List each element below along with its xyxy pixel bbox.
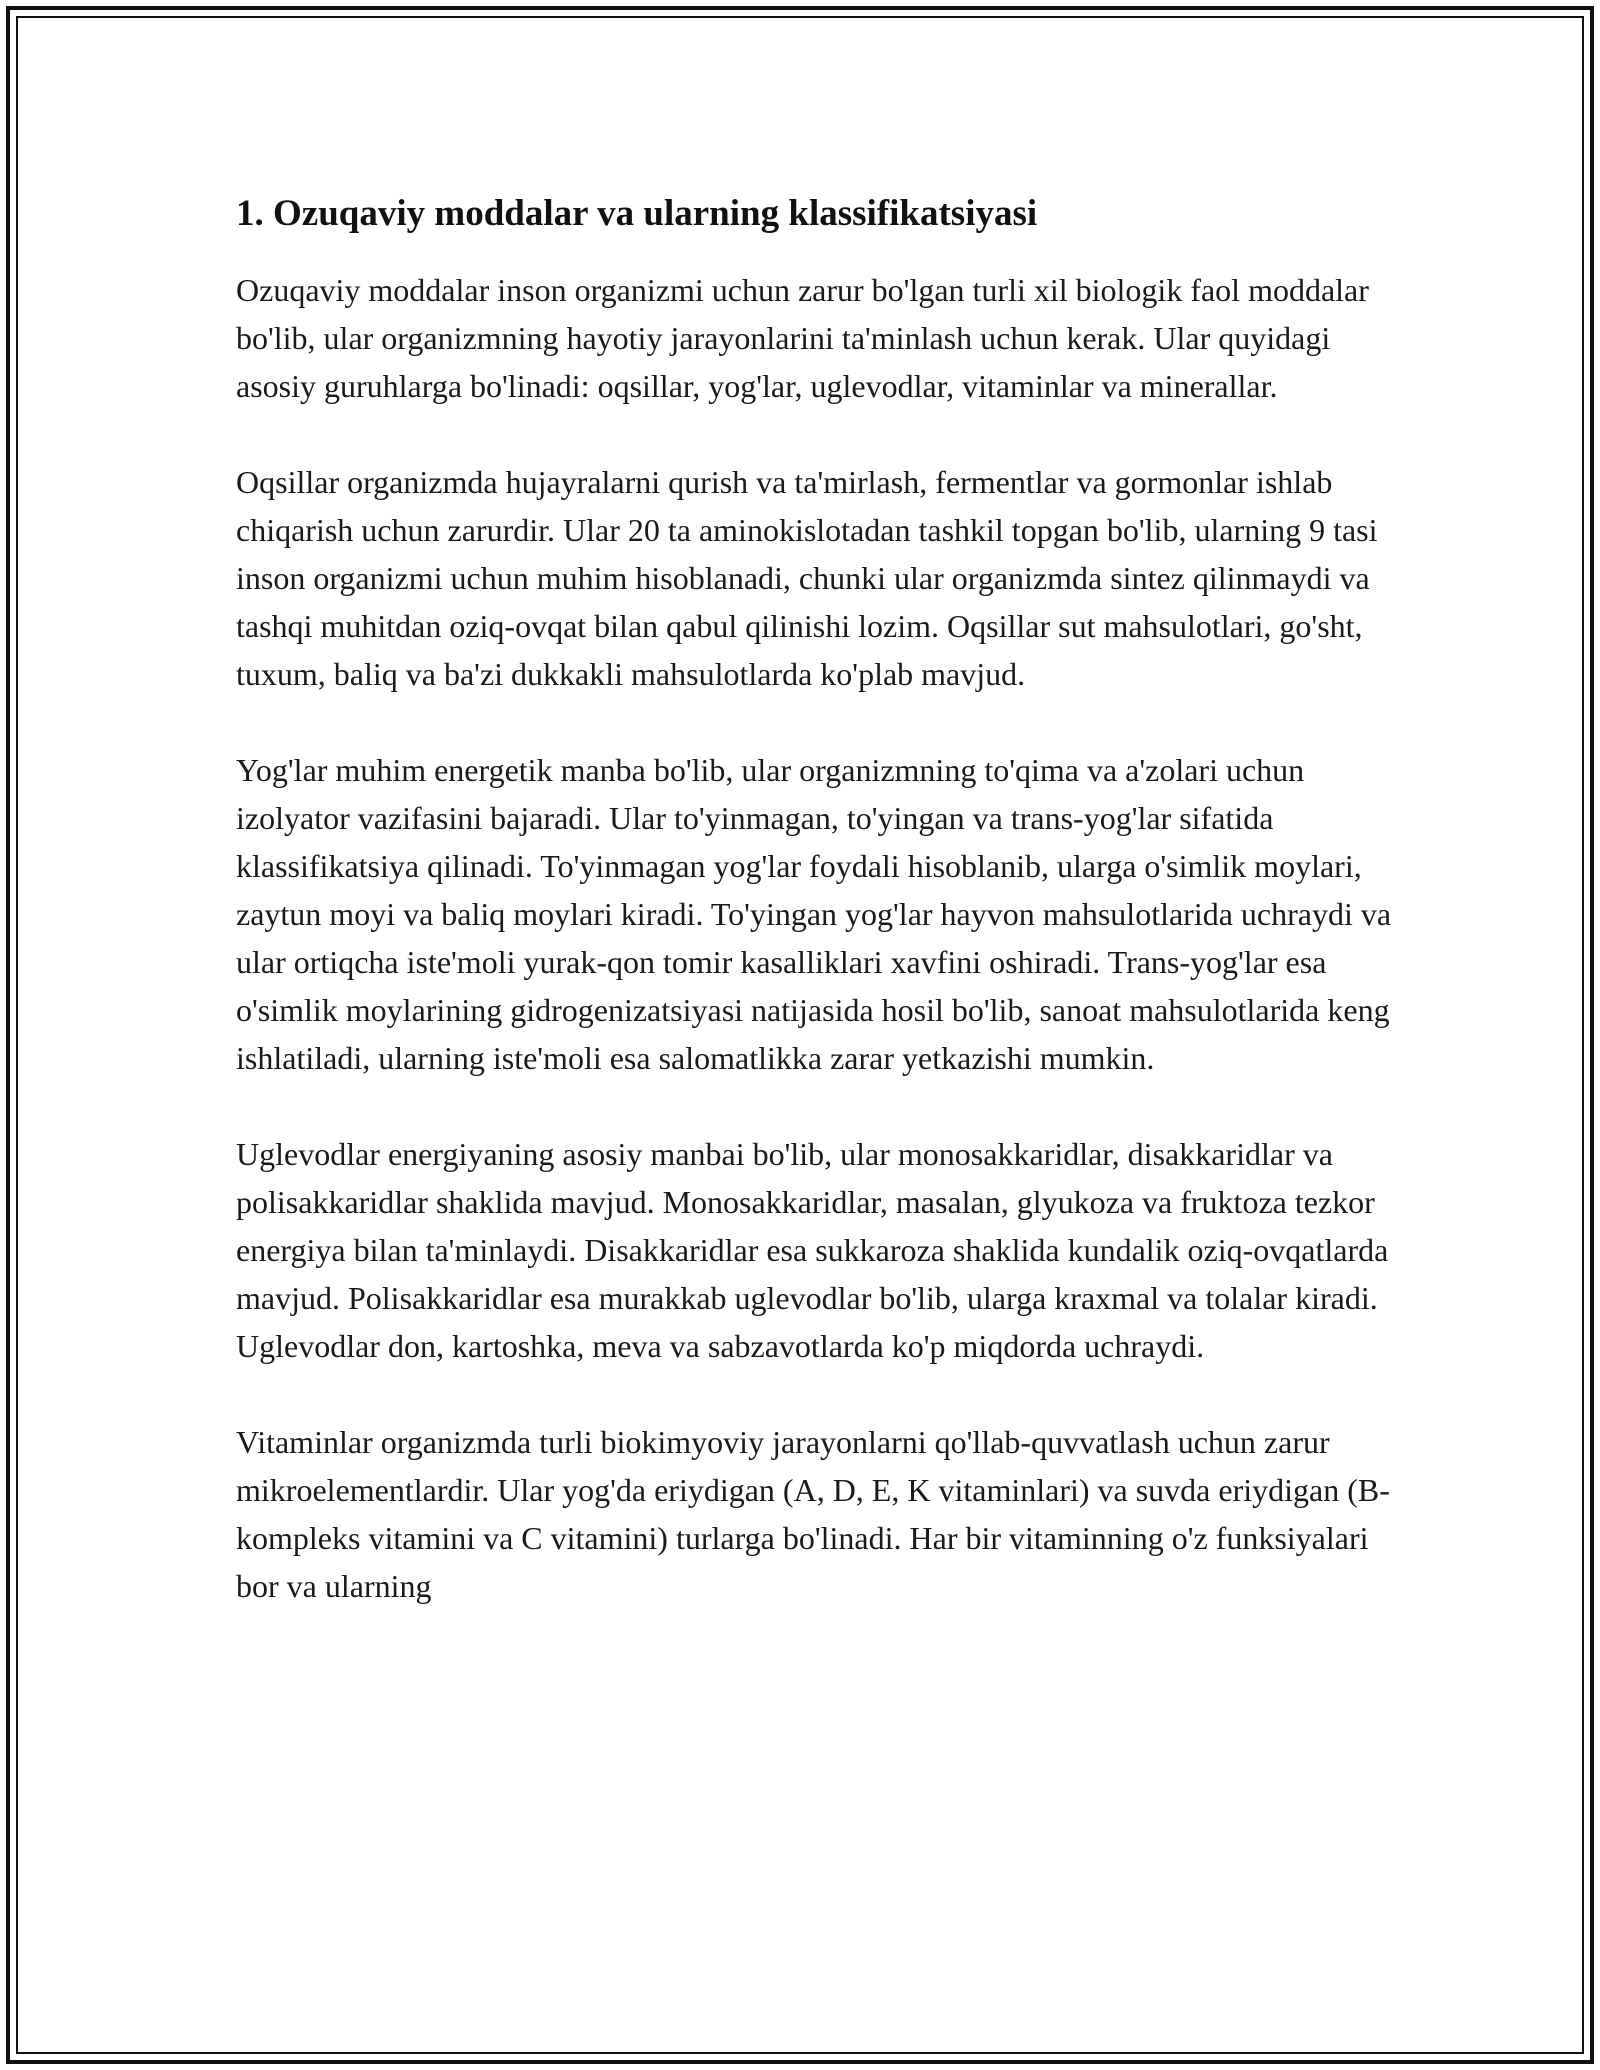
paragraph-vitamins: Vitaminlar organizmda turli biokimyoviy jarayonlarni qo'llab-quvvatlash uchun zarur mikroelementlardir. Ular yog'da eriydigan (A, D, E, K vitaminlari) va suvda eriydigan (B-kompleks vitamini va C vitamini) turlarga bo'linadi. Har bir vitaminning o'z funksiyalari bor va ularning [236, 1424, 1390, 1604]
paragraph-carbohydrates: Uglevodlar energiyaning asosiy manbai bo'lib, ular monosakkaridlar, disakkaridlar va polisakkaridlar shaklida mavjud. Monosakkaridlar, masalan, glyukoza va fruktoza tezkor energiya bilan ta'minlaydi. Disakkaridlar esa sukkaroza shaklida kundalik oziq-ovqatlarda mavjud. Polisakkaridlar esa murakkab uglevodlar bo'lib, ularga kraxmal va tolalar kiradi. Uglevodlar don, kartoshka, meva va sabzavotlarda ko'p miqdorda uchraydi. [236, 1136, 1389, 1364]
paragraph-proteins: Oqsillar organizmda hujayralarni qurish va ta'mirlash, fermentlar va gormonlar ishlab chiqarish uchun zarurdir. Ular 20 ta aminokislotadan tashkil topgan bo'lib, ularning 9 tasi inson organizmi uchun muhim hisoblanadi, chunki ular organizmda sintez qilinmaydi va tashqi muhitdan oziq-ovqat bilan qabul qilinishi lozim. Oqsillar sut mahsulotlari, go'sht, tuxum, baliq va ba'zi dukkakli mahsulotlarda ko'plab mavjud. [236, 464, 1378, 692]
paragraph-intro: Ozuqaviy moddalar inson organizmi uchun zarur bo'lgan turli xil biologik faol moddalar bo'lib, ular organizmning hayotiy jarayonlarini ta'minlash uchun kerak. Ular quyidagi asosiy guruhlarga bo'linadi: oqsillar, yog'lar, uglevodlar, vitaminlar va minerallar. [236, 272, 1369, 404]
paragraph-fats: Yog'lar muhim energetik manba bo'lib, ular organizmning to'qima va a'zolari uchun izolyator vazifasini bajaradi. Ular to'yinmagan, to'yingan va trans-yog'lar sifatida klassifikatsiya qilinadi. To'yinmagan yog'lar foydali hisoblanib, ularga o'simlik moylari, zaytun moyi va baliq moylari kiradi. To'yingan yog'lar hayvon mahsulotlarida uchraydi va ular ortiqcha iste'moli yurak-qon tomir kasalliklari xavfini oshiradi. Trans-yog'lar esa o'simlik moylarining gidrogenizatsiyasi natijasida hosil bo'lib, sanoat mahsulotlarida keng ishlatiladi, ularning iste'moli esa salomatlikka zarar yetkazishi mumkin. [236, 752, 1392, 1076]
section-title: 1. Ozuqaviy moddalar va ularning klassifikatsiyasi [236, 193, 1038, 234]
document-body [236, 186, 1396, 1658]
